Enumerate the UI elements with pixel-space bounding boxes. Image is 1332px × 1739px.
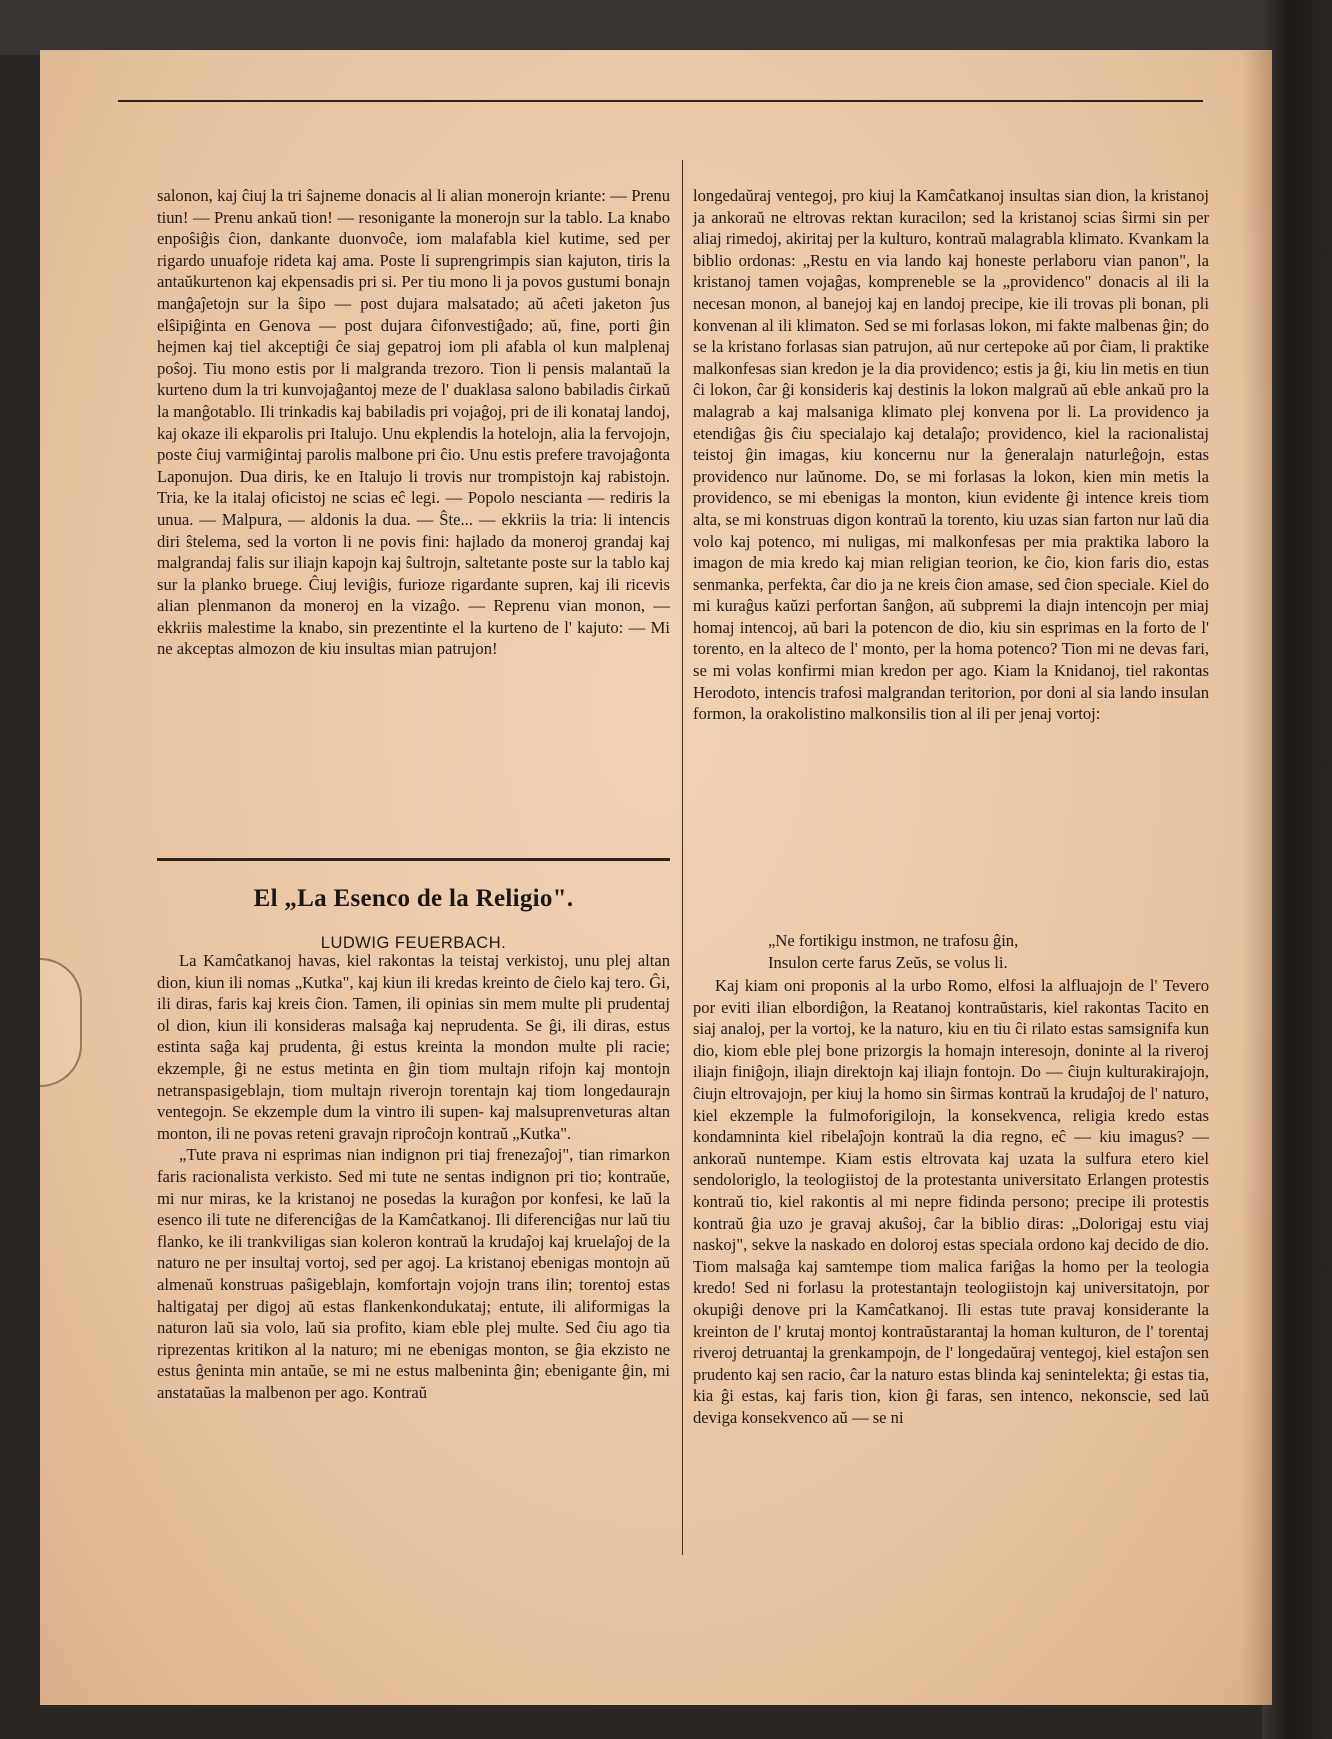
column-left-bottom — [157, 950, 670, 1403]
column-left-top — [157, 185, 670, 660]
paragraph: longedaŭraj ventegoj, pro kiuj la Kamĉatkanoj insultas sian dion, la kristanoj ja ankoraŭ ne eltrovas rektan kuracilon; sed la kristanoj scias ŝirmi sin per aliaj rimedoj, akiritaj per la kulturo, kontraŭ malagrabla klimato. Kvankam la biblio ordonas: „Restu en via lando kaj honeste perlaboru vian panon", la kristanoj tamen vojaĝas, kompreneble se la „providenco" donacis al ili la necesan monon, al banejoj kaj en landoj precipe, kie ili trovas pli bonan, pli konvenan al ili klimaton. Sed se mi forlasas lokon, mi fakte malbenas ĝin; do se la kristano forlasas sian patrujon, aŭ nur certepoke aŭ por ĉiam, li praktike malkonfesas sian kredon je la dia providenco; estis ja ĝi, kiu lin metis en tiun ĉi lokon, ĉar ĝi konsideris kaj destinis la lokon malgraŭ aŭ eble ankaŭ pro la malagrab a kaj malsaniga klimato plej konvena por li. La providenco ja etendiĝas ĝis ĉiu specialajo kaj detalaĵo; providenco, kiel la racionalistaj teistoj ĝin imagas, kiu koncernu nur la ĝeneralajn naturleĝojn, estas providenco nur laŭnome. Do, se mi forlasas la lokon, kien min metis la providenco, se mi ebenigas la monton, kiun evidente ĝi intence kreis tiom alta, se mi konstruas digon kontraŭ la torento, kiu uzas sian farton nur laŭ dia volo kaj potenco, mi nuligas, mi malkonfesas per mia praktika laboro la imagon de mia kredo kaj mian religian teorion, ke ĉio, kion faris dio, estas senmanka, perfekta, ĉar dio ja ne kreis ĉion amase, sed ĉion speciale. Kiel do mi kuraĝus kaŭzi perfortan ŝanĝon, aŭ subpremi la diajn intencojn per miaj homaj intencoj, aŭ bari la potencon de dio, kiu sin esprimas en la forto de l' torento, en la alteco de l' monto, per la homa potenco? Tion mi ne devas fari, se mi volas konfirmi mian kredon per ago. Kiam la Knidanoj, tiel rakontas Herodoto, intencis trafosi malgrandan teritorion, por doni al sia lando insulan formon, la orakolistino malkonsilis tion al ili per jenaj vortoj: — [693, 186, 1209, 724]
article-title: El „La Esenco de la Religio". — [253, 885, 574, 912]
paragraph: La Kamĉatkanoj havas, kiel rakontas la teistaj verkistoj, unu plej altan dion, kiun ili nomas „Kutka", kaj kiun ili kredas kreinto de ĉielo kaj tero. Ĝi, ili diras, faris kaj kreis ĉion. Tamen, ili opinias sin mem multe pli prudentaj ol dion, kiun ili konsideras malsaĝa kaj neprudenta. Se ĝi, ili diras, estus estinta saĝa kaj prudenta, ĝi estus kreinta la mondon multe pli racie; ekzemple, ĝi ne estus metinta en ĝin tiom multajn rifojn kaj montojn netranspasigeblajn, tiom multajn riverojn torentajn kaj tiom longedaurajn ventegojn. Se ekzemple dum la vintro ili supen- kaj malsuprenveturas altan monton, ili ne povas reteni gravajn riproĉojn kontraŭ „Kutka". — [157, 951, 670, 1143]
paragraph: Kaj kiam oni proponis al la urbo Romo, elfosi la alfluajojn de l' Tevero por eviti ilian elbordiĝon, la Reatanoj kontraŭstaris, kiel rakontas Tacito en siaj analoj, per la vortoj, ke la naturo, kiu en tiu ĉi rilato estas samsignifa kun dio, kiom eble plej bone prizorgis la homajn interesojn, doninte al la riveroj iliajn finiĝojn, iliajn direktojn kaj iliajn fontojn. Do — ĉiujn kulturakirajojn, ĉiujn eltrovajojn, per kiuj la homo sin ŝirmas kontraŭ la krudaĵoj de l' naturo, kiel ekzemple la fulmoforigilojn, la konsekvenca, religia kredo estas kondamninta kiel ribelaĵojn kontraŭ la dia regno, eĉ — kiu imagus? — ankoraŭ nuntempe. Kiam estis eltrovata kaj uzata la sulfura etero kiel sendoloriglo, la teologiistoj de la protestanta universitato Erlangen protestis kontraŭ tio, kiel rakontis al mi nepre fidinda persono; precipe ili protestis kontraŭ ĝia uzo je gravaj akuŝoj, ĉar la biblio diras: „Dolorigaj estu viaj naskoj", sekve la naskado en doloroj estas speciala ordono kaj decido de dio. Tiom malsaĝa kaj samtempe tiom malica fariĝas la homo per la teologia kredo! Sed ni forlasu la protestantajn teologiistojn kaj universitatojn, por okupiĝi denove pri la Kamĉatkanoj. Ili estas tute pravaj konsiderante la kreinton de l' krutaj montoj kontraŭstarantaj la homan kulturon, de l' torentaj riveroj detruantaj la grenkampojn, de l' longedaŭraj ventegoj, kiel estaĵon sen prudento kaj sen racio, ĉar la naturo estas blinda kaj senintelekta; ĝi estas tia, kia ĝi estas, kaj faris tion, kion ĝi faras, sen intenco, nekonscie, sed laŭ deviga konsekvenco aŭ — se ni — [693, 976, 1209, 1427]
verse-line-2: Insulon certe farus Zeŭs, se volus li. — [768, 953, 1008, 972]
column-right-bottom — [693, 975, 1209, 1428]
column-divider — [682, 160, 683, 1555]
book-spine — [1262, 0, 1332, 1739]
article-author: LUDWIG FEUERBACH. — [320, 934, 507, 952]
column-right-top — [693, 185, 1209, 725]
scan-background — [0, 0, 1332, 55]
header-rule — [118, 100, 1203, 102]
paragraph: „Tute prava ni esprimas nian indignon pri tiaj frenezaĵoj", tian rimarkon faris racionalista verkisto. Sed mi tute ne sentas indignon pri tio; kontraŭe, mi nur miras, ke la kristanoj ne posedas la kuraĝon por konfesi, ke laŭ la esenco ili tute ne diferenciĝas de la Kamĉatkanoj. Ili diferenciĝas nur laŭ tiu flanko, ke ili trankviligas sian koleron kontraŭ la krudaĵoj kaj kruelaĵoj de la naturo ne per insultaj vortoj, sed per agoj. La kristanoj ebenigas montojn aŭ almenaŭ konstruas paŝigeblajn, komfortajn vojojn trans ilin; torentoj estas haltigataj per digoj aŭ estas flankenkondukataj; entute, ili aliformigas la naturon laŭ sia volo, laŭ sia profito, kiam eble plej multe. Sed ĉiu ago tia riprezentas kritikon al la naturo; mi ne ebenigas monton, se ĝia ekzisto ne estus ĝeninta min antaŭe, se mi ne estus malbeninta ĝin; ebenigante ĝin, mi anstataŭas la malbenon per ago. Kontraŭ — [157, 1145, 670, 1402]
paragraph: salonon, kaj ĉiuj la tri ŝajneme donacis al li alian monerojn kriante: — Prenu tiun! — Prenu ankaŭ tion! — resonigante la monerojn sur la tablo. La knabo enpoŝiĝis ĉion, dankante duonvoĉe, iom malafabla kiel kutime, sed per rigardo unuafoje rideta kaj ama. Poste li suprengrimpis sian kajuton, tiris la antaŭkurtenon kaj ekpensadis pri si. Per tiu mono li ja povos gustumi bonajn manĝaĵetojn sur la ŝipo — post dujara malsatado; aŭ aĉeti jaketon ĵus elŝipiĝinta en Genova — post dujara ĉifonvestiĝado; aŭ, fine, porti ĝin hejmen kaj tiel akceptiĝi ĉe siaj gepatroj iom pli afabla ol kun malplenaj poŝoj. Tiu mono estis por li malgranda trezoro. Tion li pensis malantaŭ la kurteno dum la tri kunvojaĝantoj meze de l' duaklasa salono babiladis ĉirkaŭ la manĝotablo. Ili trinkadis kaj babiladis pri vojaĝoj, pri de ili konataj landoj, kaj okaze ili ekparolis pri Italujo. Unu ekplendis la hotelojn, alia la fervojojn, poste ĉiuj varmiĝintaj parolis malbone pri ĉio. Unu estis prefere travojaĝonta Laponujon. Dua diris, ke en Italujo li trovis nur trompistojn kaj rabistojn. Tria, ke la italaj oficistoj ne scias eĉ legi. — Popolo nescianta — rediris la unua. — Malpura, — aldonis la dua. — Ŝte... — ekkriis la tria: li intencis diri ŝtelema, sed la vorton li ne povis fini: hajlado da moneroj grandaj kaj malgrandaj falis sur iliajn kapojn kaj ŝultrojn, saltetante poste sur la tablo kaj sur la planko bruege. Ĉiuj leviĝis, furioze rigardante supren, kaj ili ricevis alian plenmanon da moneroj en la vizaĝo. — Reprenu vian monon, — ekkriis malestime la knabo, sin prezentinte el la kurteno de l' kajuto: — Mi ne akceptas almozon de kiu insultas mian patrujon! — [157, 186, 670, 659]
verse-line-1: „Ne fortikigu instmon, ne trafosu ĝin, — [768, 931, 1019, 950]
article-separator — [157, 858, 670, 861]
